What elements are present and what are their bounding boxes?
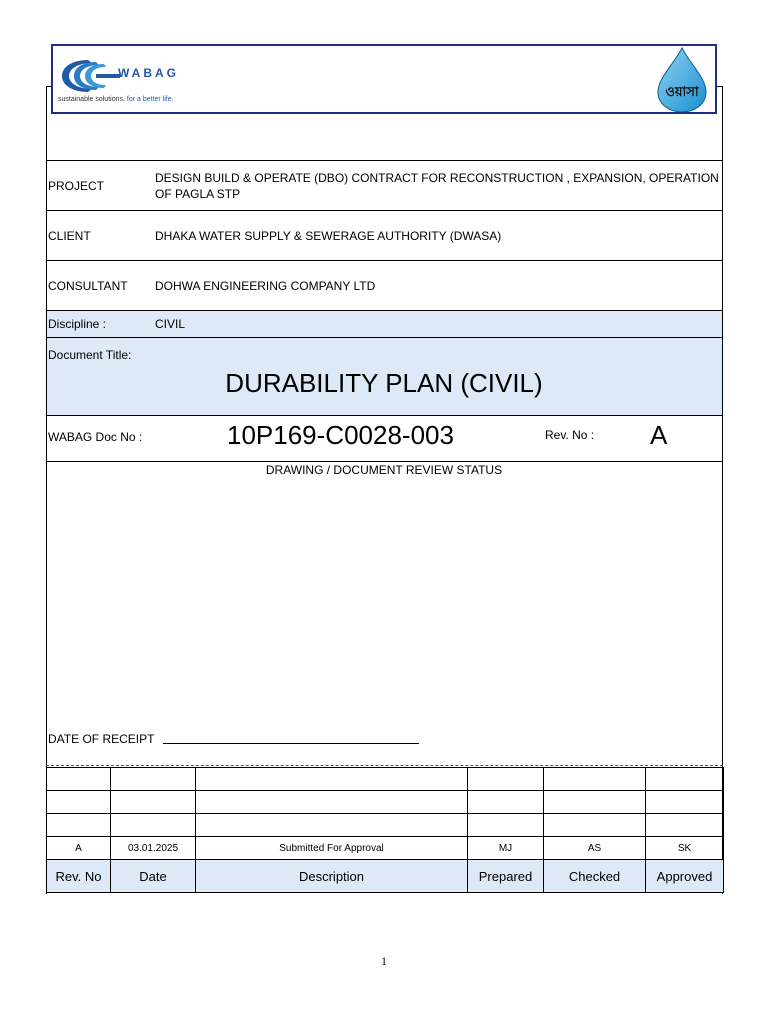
rev-no-label: Rev. No : [545,428,595,442]
table-cell [111,791,196,814]
revision-table [46,767,724,893]
document-title-label: Document Title: [48,348,132,362]
table-cell [468,814,544,837]
table-cell [196,791,468,814]
table-header-cell: Description [196,860,468,893]
table-cell [47,814,111,837]
table-header-cell: Date [111,860,196,893]
discipline-label: Discipline : [48,317,107,331]
table-cell [544,791,646,814]
table-cell: MJ [468,837,544,860]
tagline-highlight: for a better life. [126,96,174,103]
table-cell [646,814,724,837]
table-cell [544,814,646,837]
table-row [47,768,724,791]
wabag-logo-icon [58,56,120,96]
consultant-value: DOHWA ENGINEERING COMPANY LTD [155,279,376,293]
divider [46,461,723,462]
table-header-cell: Checked [544,860,646,893]
divider [46,415,723,416]
document-title: DURABILITY PLAN (CIVIL) [225,368,543,398]
client-label: CLIENT [48,229,91,243]
table-cell: 03.01.2025 [111,837,196,860]
divider [46,260,723,261]
date-of-receipt-line [163,743,419,744]
table-cell [111,768,196,791]
table-cell: SK [646,837,724,860]
table-cell [111,814,196,837]
dwasa-water-drop-logo-icon [652,46,712,114]
project-value: DESIGN BUILD & OPERATE (DBO) CONTRACT FOR RECONSTRUCTION , EXPANSION, OPERATION OF PAGLA STP [155,171,719,201]
discipline-band [47,311,722,337]
revision-value: A [650,420,668,450]
consultant-label: CONSULTANT [48,279,128,293]
page-number: 1 [381,954,387,968]
review-status-heading: DRAWING / DOCUMENT REVIEW STATUS [265,463,503,477]
discipline-value: CIVIL [155,317,186,331]
logo-tagline [58,96,174,103]
frame-top-border [46,86,52,87]
table-header-cell: Rev. No [47,860,111,893]
tagline-text: sustainable solutions. [58,96,127,103]
table-cell: AS [544,837,646,860]
table-cell [196,814,468,837]
table-header-row [47,860,724,893]
dwasa-logo-text: ওয়াসা [665,85,699,100]
table-cell [544,768,646,791]
project-label: PROJECT [48,179,105,193]
dashed-separator [46,765,723,766]
table-header-cell: Approved [646,860,724,893]
logo-wordmark: WABAG [118,66,179,80]
table-cell [196,768,468,791]
date-of-receipt-label: DATE OF RECEIPT [48,732,155,746]
table-header-cell: Prepared [468,860,544,893]
table-cell: A [47,837,111,860]
table-cell [468,791,544,814]
table-cell [47,791,111,814]
divider [46,337,723,338]
table-cell [646,791,724,814]
divider [46,210,723,211]
doc-number: 10P169-C0028-003 [227,420,454,450]
divider [46,160,723,161]
table-cell [646,768,724,791]
table-row [47,814,724,837]
doc-no-label: WABAG Doc No : [48,430,143,444]
client-value: DHAKA WATER SUPPLY & SEWERAGE AUTHORITY (DWASA) [155,229,502,243]
table-row [47,791,724,814]
divider [46,310,723,311]
table-row [47,837,724,860]
table-cell [47,768,111,791]
table-cell: Submitted For Approval [196,837,468,860]
frame-top-border-right [717,86,723,87]
table-cell [468,768,544,791]
